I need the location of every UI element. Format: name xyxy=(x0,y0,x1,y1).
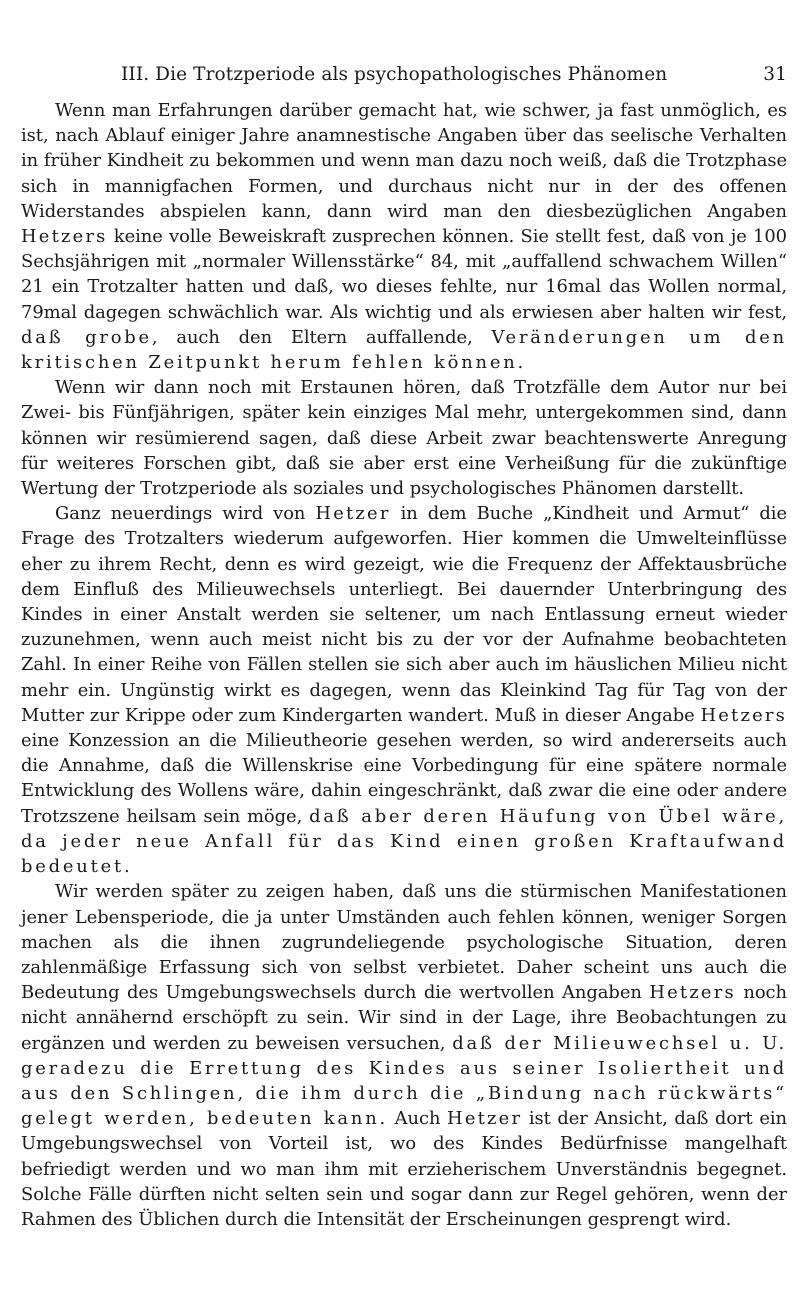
paragraph xyxy=(21,98,787,375)
paragraph xyxy=(21,501,787,879)
emphasized-text: daß der Milieuwechsel u. U. geradezu die Errettung des Kindes aus seiner Isoliertheit und aus den Schlingen, die ihm durch die „Bindung nach rückwärts“ gelegt werden, bedeuten kann. xyxy=(21,1032,787,1130)
emphasized-text: Hetzer xyxy=(447,1108,523,1130)
body-text xyxy=(21,98,787,1232)
emphasized-text: daß grobe xyxy=(21,326,152,348)
text-run: keine volle Beweiskraft zusprechen können. Sie stellt fest, daß von je 100 Sechsjährigen mit „normaler Willensstärke“ 84, mit „auffallend schwachem Willen“ 21 ein Trotzalter hatten und daß, wo dieses fehlte, nur 16mal das Wollen normal, 79mal dagegen schwächlich war. Als wichtig und als erwiesen aber halten wir fest, xyxy=(21,226,787,323)
text-run: Wir werden später zu zeigen haben, daß uns die stürmischen Manifestationen jener Lebensperiode, die ja unter Umständen auch fehlen können, weniger Sorgen machen als die ihnen zugrundeliegende psychologische Situation, deren zahlenmäßige Erfassung sich von selbst verbietet. Daher scheint uns auch die Bedeutung des Umgebungswechsels durch die wertvollen Angaben xyxy=(21,881,787,1004)
text-run: Ganz neuerdings wird von xyxy=(55,503,316,525)
page-number: 31 xyxy=(763,64,787,85)
text-run: Wenn wir dann noch mit Erstaunen hören, daß Trotzfälle dem Autor nur bei Zwei- bis Fünfjährigen, später kein einziges Mal mehr, untergekommen sind, dann können wir resümierend sagen, daß diese Arbeit zwar beachtenswerte Anregung für weiteres Forschen gibt, daß sie aber erst eine Verheißung für die zukünftige Wertung der Trotzperiode als soziales und psychologisches Phänomen darstellt. xyxy=(21,377,787,500)
text-run: noch nicht annähernd erschöpft zu sein. Wir sind in der Lage, ihre Beobachtungen zu ergänzen und werden zu beweisen versuchen, xyxy=(21,982,787,1054)
paragraph xyxy=(21,375,787,501)
emphasized-text: Hetzers xyxy=(649,982,736,1004)
emphasized-text: Hetzers xyxy=(21,226,108,248)
emphasized-text: Hetzer xyxy=(315,503,391,525)
text-run: ist der Ansicht, daß dort ein Umgebungswechsel von Vorteil ist, wo des Kindes Bedürfnisse mangelhaft befriedigt werden und wo man ihm mit erzieherischem Unverständnis begegnet. Solche Fälle dürften nicht selten sein und sogar dann zur Regel gehören, wenn der Rahmen des Üblichen durch die Intensität der Erscheinungen gesprengt wird. xyxy=(21,1108,787,1230)
text-run: eine Konzession an die Milieutheorie gesehen werden, so wird andererseits auch die Annahme, daß die Willenskrise eine Vorbedingung für eine spätere normale Entwicklung des Wollens wäre, dahin eingeschränkt, daß zwar die eine oder andere Trotzszene heilsam sein möge, xyxy=(21,730,787,827)
text-run: , auch den Eltern auffallende, xyxy=(151,326,492,348)
page-header xyxy=(21,64,787,88)
emphasized-text: daß aber deren Häufung von Übel wäre, da jeder neue Anfall für das Kind einen großen Kraftaufwand bedeutet. xyxy=(21,805,787,878)
paragraph xyxy=(21,879,787,1232)
text-run: Wenn man Erfahrungen darüber gemacht hat, wie schwer, ja fast unmöglich, es ist, nach Ablauf einiger Jahre anamnestische Angaben über das seelische Verhalten in früher Kindheit zu bekommen und wenn man dazu noch weiß, daß die Trotzphase sich in mannigfachen Formen, und durchaus nicht nur in der des offenen Widerstandes abspielen kann, dann wird man den diesbezüglichen Angaben xyxy=(21,100,787,222)
running-title: III. Die Trotzperiode als psychopathologisches Phänomen xyxy=(121,64,668,85)
text-run: in dem Buche „Kindheit und Armut“ die Frage des Trotzalters wiederum aufgeworfen. Hier kommen die Umwelteinflüsse eher zu ihrem Recht, denn es wird gezeigt, wie die Frequenz der Affektausbrüche dem Einfluß des Milieuwechsels unterliegt. Bei dauernder Unterbringung des Kindes in einer Anstalt werden sie seltener, um nach Entlassung erneut wieder zuzunehmen, wenn auch meist nicht bis zu der vor der Aufnahme beobachteten Zahl. In einer Reihe von Fällen stellen sie sich aber auch im häuslichen Milieu nicht mehr ein. Ungünstig wirkt es dagegen, wenn das Kleinkind Tag für Tag von der Mutter zur Krippe oder zum Kindergarten wandert. Muß in dieser Angabe xyxy=(21,503,787,726)
text-run: Auch xyxy=(388,1108,448,1130)
emphasized-text: Hetzers xyxy=(700,704,787,726)
emphasized-text: Veränderungen um den kritischen Zeitpunkt herum fehlen können. xyxy=(21,326,787,374)
